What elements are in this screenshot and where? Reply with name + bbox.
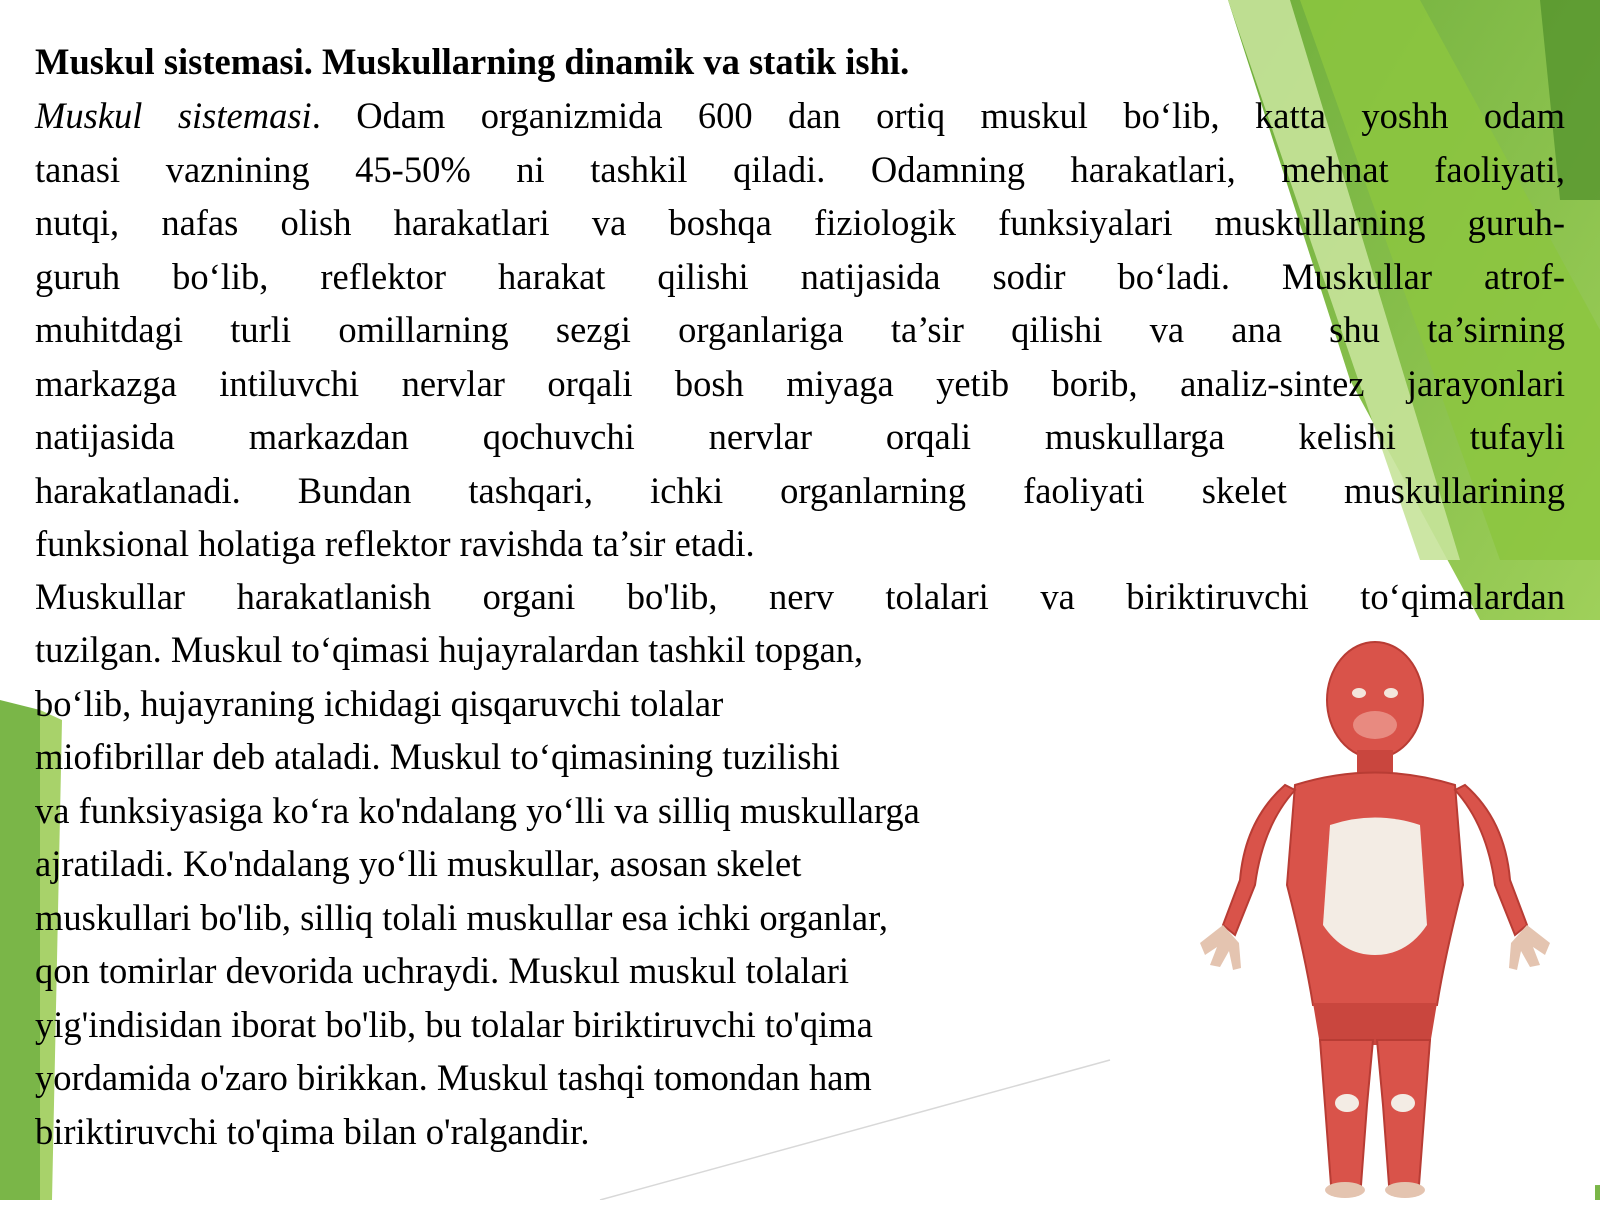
paragraph-line: bo‘lib, hujayraning ichidagi qisqaruvchi tolalar	[35, 682, 724, 724]
paragraph-line: guruh bo‘lib, reflektor harakat qilishi natijasida sodir bo‘ladi. Muskullar atrof-	[35, 255, 1565, 297]
paragraph-line: natijasida markazdan qochuvchi nervlar orqali muskullarga kelishi tufayli	[35, 416, 1565, 457]
muscle-figure-illustration	[1145, 625, 1595, 1200]
paragraph-muscle-system	[35, 89, 1565, 571]
paragraph-line: muhitdagi turli omillarning sezgi organlariga ta’sir qilishi va ana shu ta’sirning	[35, 309, 1565, 350]
paragraph-muscle-structure	[35, 623, 1185, 1158]
paragraph-line: muskullari bo'lib, silliq tolali muskullar esa ichki organlar,	[35, 896, 888, 938]
paragraph-line: yig'indisidan iborat bo'lib, bu tolalar biriktiruvchi to'qima	[35, 1003, 873, 1045]
paragraph-line: tanasi vaznining 45-50% ni tashkil qiladi. Odamning harakatlari, mehnat faoliyati,	[35, 148, 1565, 190]
green-wedge-left	[0, 700, 40, 1200]
figure-left-arm	[1223, 785, 1295, 935]
paragraph-line: va funksiyasiga ko‘ra ko'ndalang yo‘lli va silliq muskullarga	[35, 789, 920, 831]
human-muscular-system-figure	[1145, 625, 1595, 1200]
paragraph-line: miofibrillar deb ataladi. Muskul to‘qimasining tuzilishi	[35, 736, 840, 777]
slide-title: Muskul sistemasi. Muskullarning dinamik va statik ishi.	[35, 41, 910, 82]
paragraph-line: yordamida o'zaro birikkan. Muskul tashqi tomondan ham	[35, 1057, 872, 1098]
figure-right-arm	[1455, 785, 1527, 935]
paragraph-lead-italic: Muskul sistemasi	[35, 95, 312, 136]
figure-head	[1327, 642, 1423, 758]
paragraph-line: qon tomirlar devorida uchraydi. Muskul muskul tolalari	[35, 950, 849, 991]
paragraph-muscle-structure-intro	[35, 570, 1565, 624]
paragraph-line: markazga intiluvchi nervlar orqali bosh miyaga yetib borib, analiz-sintez jarayonlari	[35, 362, 1565, 404]
paragraph-line: funksional holatiga reflektor ravishda ta’sir etadi.	[35, 523, 755, 564]
figure-left-leg	[1320, 1040, 1373, 1185]
paragraph-line: nutqi, nafas olish harakatlari va boshqa fiziologik funksiyalari muskullarning guruh-	[35, 202, 1565, 243]
paragraph-line: harakatlanadi. Bundan tashqari, ichki organlarning faoliyati skelet muskullarining	[35, 469, 1565, 511]
paragraph-line: ajratiladi. Ko'ndalang yo‘lli muskullar, asosan skelet	[35, 843, 802, 884]
paragraph-line: Muskullar harakatlanish organi bo'lib, nerv tolalari va biriktiruvchi to‘qimalardan	[35, 576, 1565, 617]
paragraph-line: biriktiruvchi to'qima bilan o'ralgandir.	[35, 1110, 590, 1152]
paragraph-line: Muskul sistemasi. Odam organizmida 600 dan ortiq muskul bo‘lib, katta yoshh odam	[35, 95, 1566, 136]
paragraph-line: tuzilgan. Muskul to‘qimasi hujayralardan tashkil topgan,	[35, 629, 864, 670]
figure-right-leg	[1377, 1040, 1430, 1185]
